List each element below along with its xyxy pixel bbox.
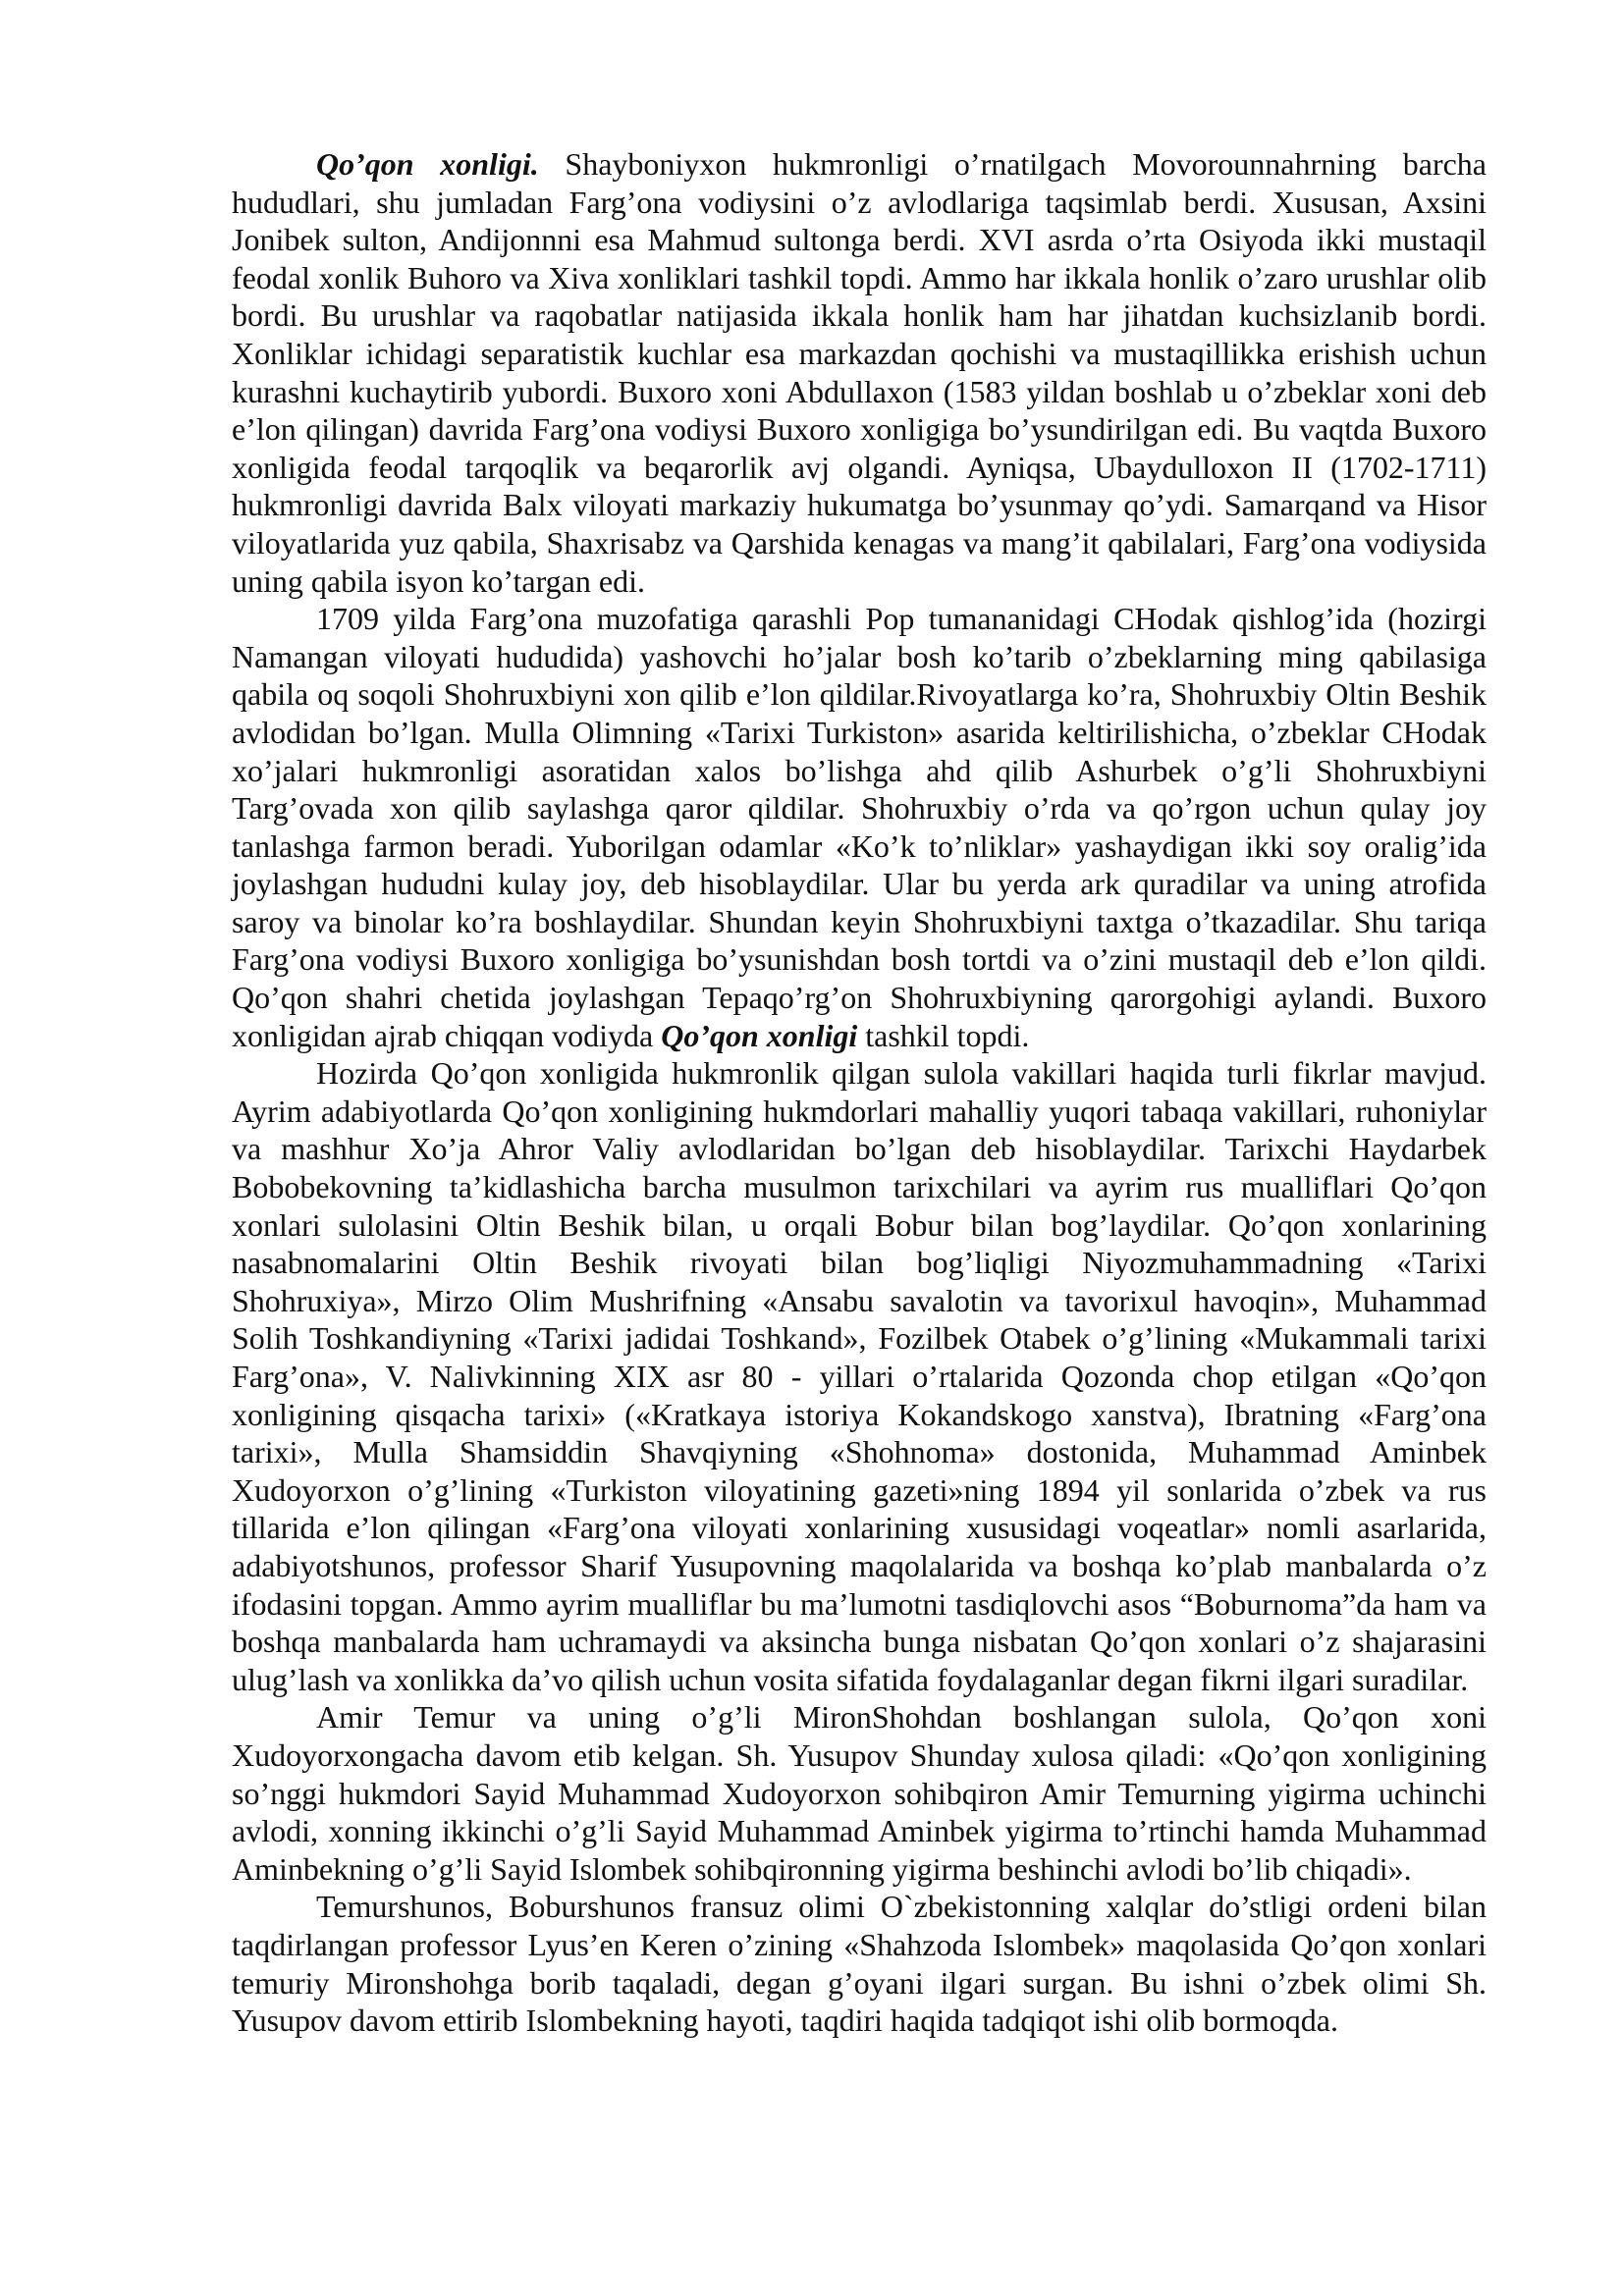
paragraph-1 — [232, 145, 1487, 600]
paragraph-3: Hozirda Qo’qon xonligida hukmronlik qilgan sulola vakillari haqida turli fikrlar mavjud. Ayrim adabiyotlarda Qo’qon xonligining hukmdorlari mahalliy yuqori tabaqa vakillari, ruhoniylar va mashhur Xo’ja Ahror Valiy avlodlaridan bo’lgan deb hisoblaydilar. Tarixchi Haydarbek Bobobekovning ta’kidlashicha barcha musulmon tarixchilari va ayrim rus mualliflari Qo’qon xonlari sulolasini Oltin Beshik bilan, u orqali Bobur bilan bog’laydilar. Qo’qon xonlarining nasabnomalarini Oltin Beshik rivoyati bilan bog’liqligi Niyozmuhammadning «Tarixi Shohruxiya», Mirzo Olim Mushrifning «Ansabu savalotin va tavorixul havoqin», Muhammad Solih Toshkandiyning «Tarixi jadidai Toshkand», Fozilbek Otabek o’g’lining «Mukammali tarixi Farg’ona», V. Nalivkinning XIX asr 80 - yillari o’rtalarida Qozonda chop etilgan «Qo’qon xonligining qisqacha tarixi» («Kratkaya istoriya Kokandskogo xanstva), Ibratning «Farg’ona tarixi», Mulla Shamsiddin Shavqiyning «Shohnoma» dostonida, Muhammad Aminbek Xudoyorxon o’g’lining «Turkiston viloyatining gazeti»ning 1894 yil sonlarida o’zbek va rus tillarida e’lon qilingan «Farg’ona viloyati xonlarining xususidagi voqeatlar» nomli asarlarida, adabiyotshunos, professor Sharif Yusupovning maqolalarida va boshqa ko’plab manbalarda o’z ifodasini topgan. Ammo ayrim mualliflar bu ma’lumotni tasdiqlovchi asos “Boburnoma”da ham va boshqa manbalarda ham uchramaydi va aksincha bunga nisbatan Qo’qon xonlari o’z shajarasini ulug’lash va xonlikka da’vo qilish uchun vosita sifatida foydalaganlar degan fikrni ilgari suradilar. — [232, 1055, 1487, 1697]
paragraph-2 — [232, 600, 1487, 1054]
paragraph-5: Temurshunos, Boburshunos fransuz olimi O`zbekistonning xalqlar do’stligi ordeni bilan taqdirlangan professor Lyus’en Keren o’zining «Shahzoda Islombek» maqolasida Qo’qon xonlari temuriy Mironshohga borib taqaladi, degan g’oyani ilgari surgan. Bu ishni o’zbek olimi Sh. Yusupov davom ettirib Islombekning hayoti, taqdiri haqida tadqiqot ishi olib bormoqda. — [232, 1889, 1487, 2039]
paragraph-4: Amir Temur va uning o’g’li MironShohdan boshlangan sulola, Qo’qon xoni Xudoyorxongacha davom etib kelgan. Sh. Yusupov Shunday xulosa qiladi: «Qo’qon xonligining so’nggi hukmdori Sayid Muhammad Xudoyorxon sohibqiron Amir Temurning yigirma uchinchi avlodi, xonning ikkinchi o’g’li Sayid Muhammad Aminbek yigirma to’rtinchi hamda Muhammad Aminbekning o’g’li Sayid Islombek sohibqironning yigirma beshinchi avlodi bo’lib chiqadi». — [232, 1699, 1487, 1887]
emphasis-term: Qo’qon xonligi — [661, 1017, 858, 1053]
section-heading: Qo’qon xonligi. — [316, 146, 539, 182]
paragraph-2-text: 1709 yilda Farg’ona muzofatiga qarashli Pop tumananidagi CHodak qishlog’ida (hozirgi Namangan viloyati hududida) yashovchi ho’jalar bosh ko’tarib o’zbeklarning ming qabilasiga qabila oq soqoli Shohruxbiyni xon qilib e’lon qildilar.Rivoyatlarga ko’ra, Shohruxbiy Oltin Beshik avlodidan bo’lgan. Mulla Olimning «Tarixi Turkiston» asarida keltirilishicha, o’zbeklar CHodak xo’jalari hukmronligi asoratidan xalos bo’lishga ahd qilib Ashurbek o’g’li Shohruxbiyni Targ’ovada xon qilib saylashga qaror qildilar. Shohruxbiy o’rda va qo’rgon uchun qulay joy tanlashga farmon beradi. Yuborilgan odamlar «Ko’k to’nliklar» yashaydigan ikki soy oralig’ida joylashgan hududni kulay joy, deb hisoblaydilar. Ular bu yerda ark quradilar va uning atrofida saroy va binolar ko’ra boshlaydilar. Shundan keyin Shohruxbiyni taxtga o’tkazadilar. Shu tariqa Farg’ona vodiysi Buxoro xonligiga bo’ysunishdan bosh tortdi va o’zini mustaqil deb e’lon qildi. Qo’qon shahri chetida joylashgan Tepaqo’rg’on Shohruxbiyning qarorgohigi aylandi. Buxoro xonligidan ajrab chiqqan vodiyda — [232, 601, 1487, 1053]
paragraph-1-text: Shayboniyxon hukmronligi o’rnatilgach Movorounnahrning barcha hududlari, shu jumladan Farg’ona vodiysini o’z avlodlariga taqsimlab berdi. Xususan, Axsini Jonibek sulton, Andijonnni esa Mahmud sultonga berdi. XVI asrda o’rta Osiyoda ikki mustaqil feodal xonlik Buhoro va Xiva xonliklari tashkil topdi. Ammo har ikkala honlik o’zaro urushlar olib bordi. Bu urushlar va raqobatlar natijasida ikkala honlik ham har jihatdan kuchsizlanib bordi. Xonliklar ichidagi separatistik kuchlar esa markazdan qochishi va mustaqillikka erishish uchun kurashni kuchaytirib yubordi. Buxoro xoni Abdullaxon (1583 yildan boshlab u o’zbeklar xoni deb e’lon qilingan) davrida Farg’ona vodiysi Buxoro xonligiga bo’ysundirilgan edi. Bu vaqtda Buxoro xonligida feodal tarqoqlik va beqarorlik avj olgandi. Ayniqsa, Ubaydulloxon II (1702-1711) hukmronligi davrida Balx viloyati markaziy hukumatga bo’ysunmay qo’ydi. Samarqand va Hisor viloyatlarida yuz qabila, Shaxrisabz va Qarshida kenagas va mang’it qabilalari, Farg’ona vodiysida uning qabila isyon ko’targan edi. — [232, 146, 1488, 599]
paragraph-2-text-end: tashkil topdi. — [857, 1017, 1030, 1053]
document-page — [232, 145, 1487, 2040]
